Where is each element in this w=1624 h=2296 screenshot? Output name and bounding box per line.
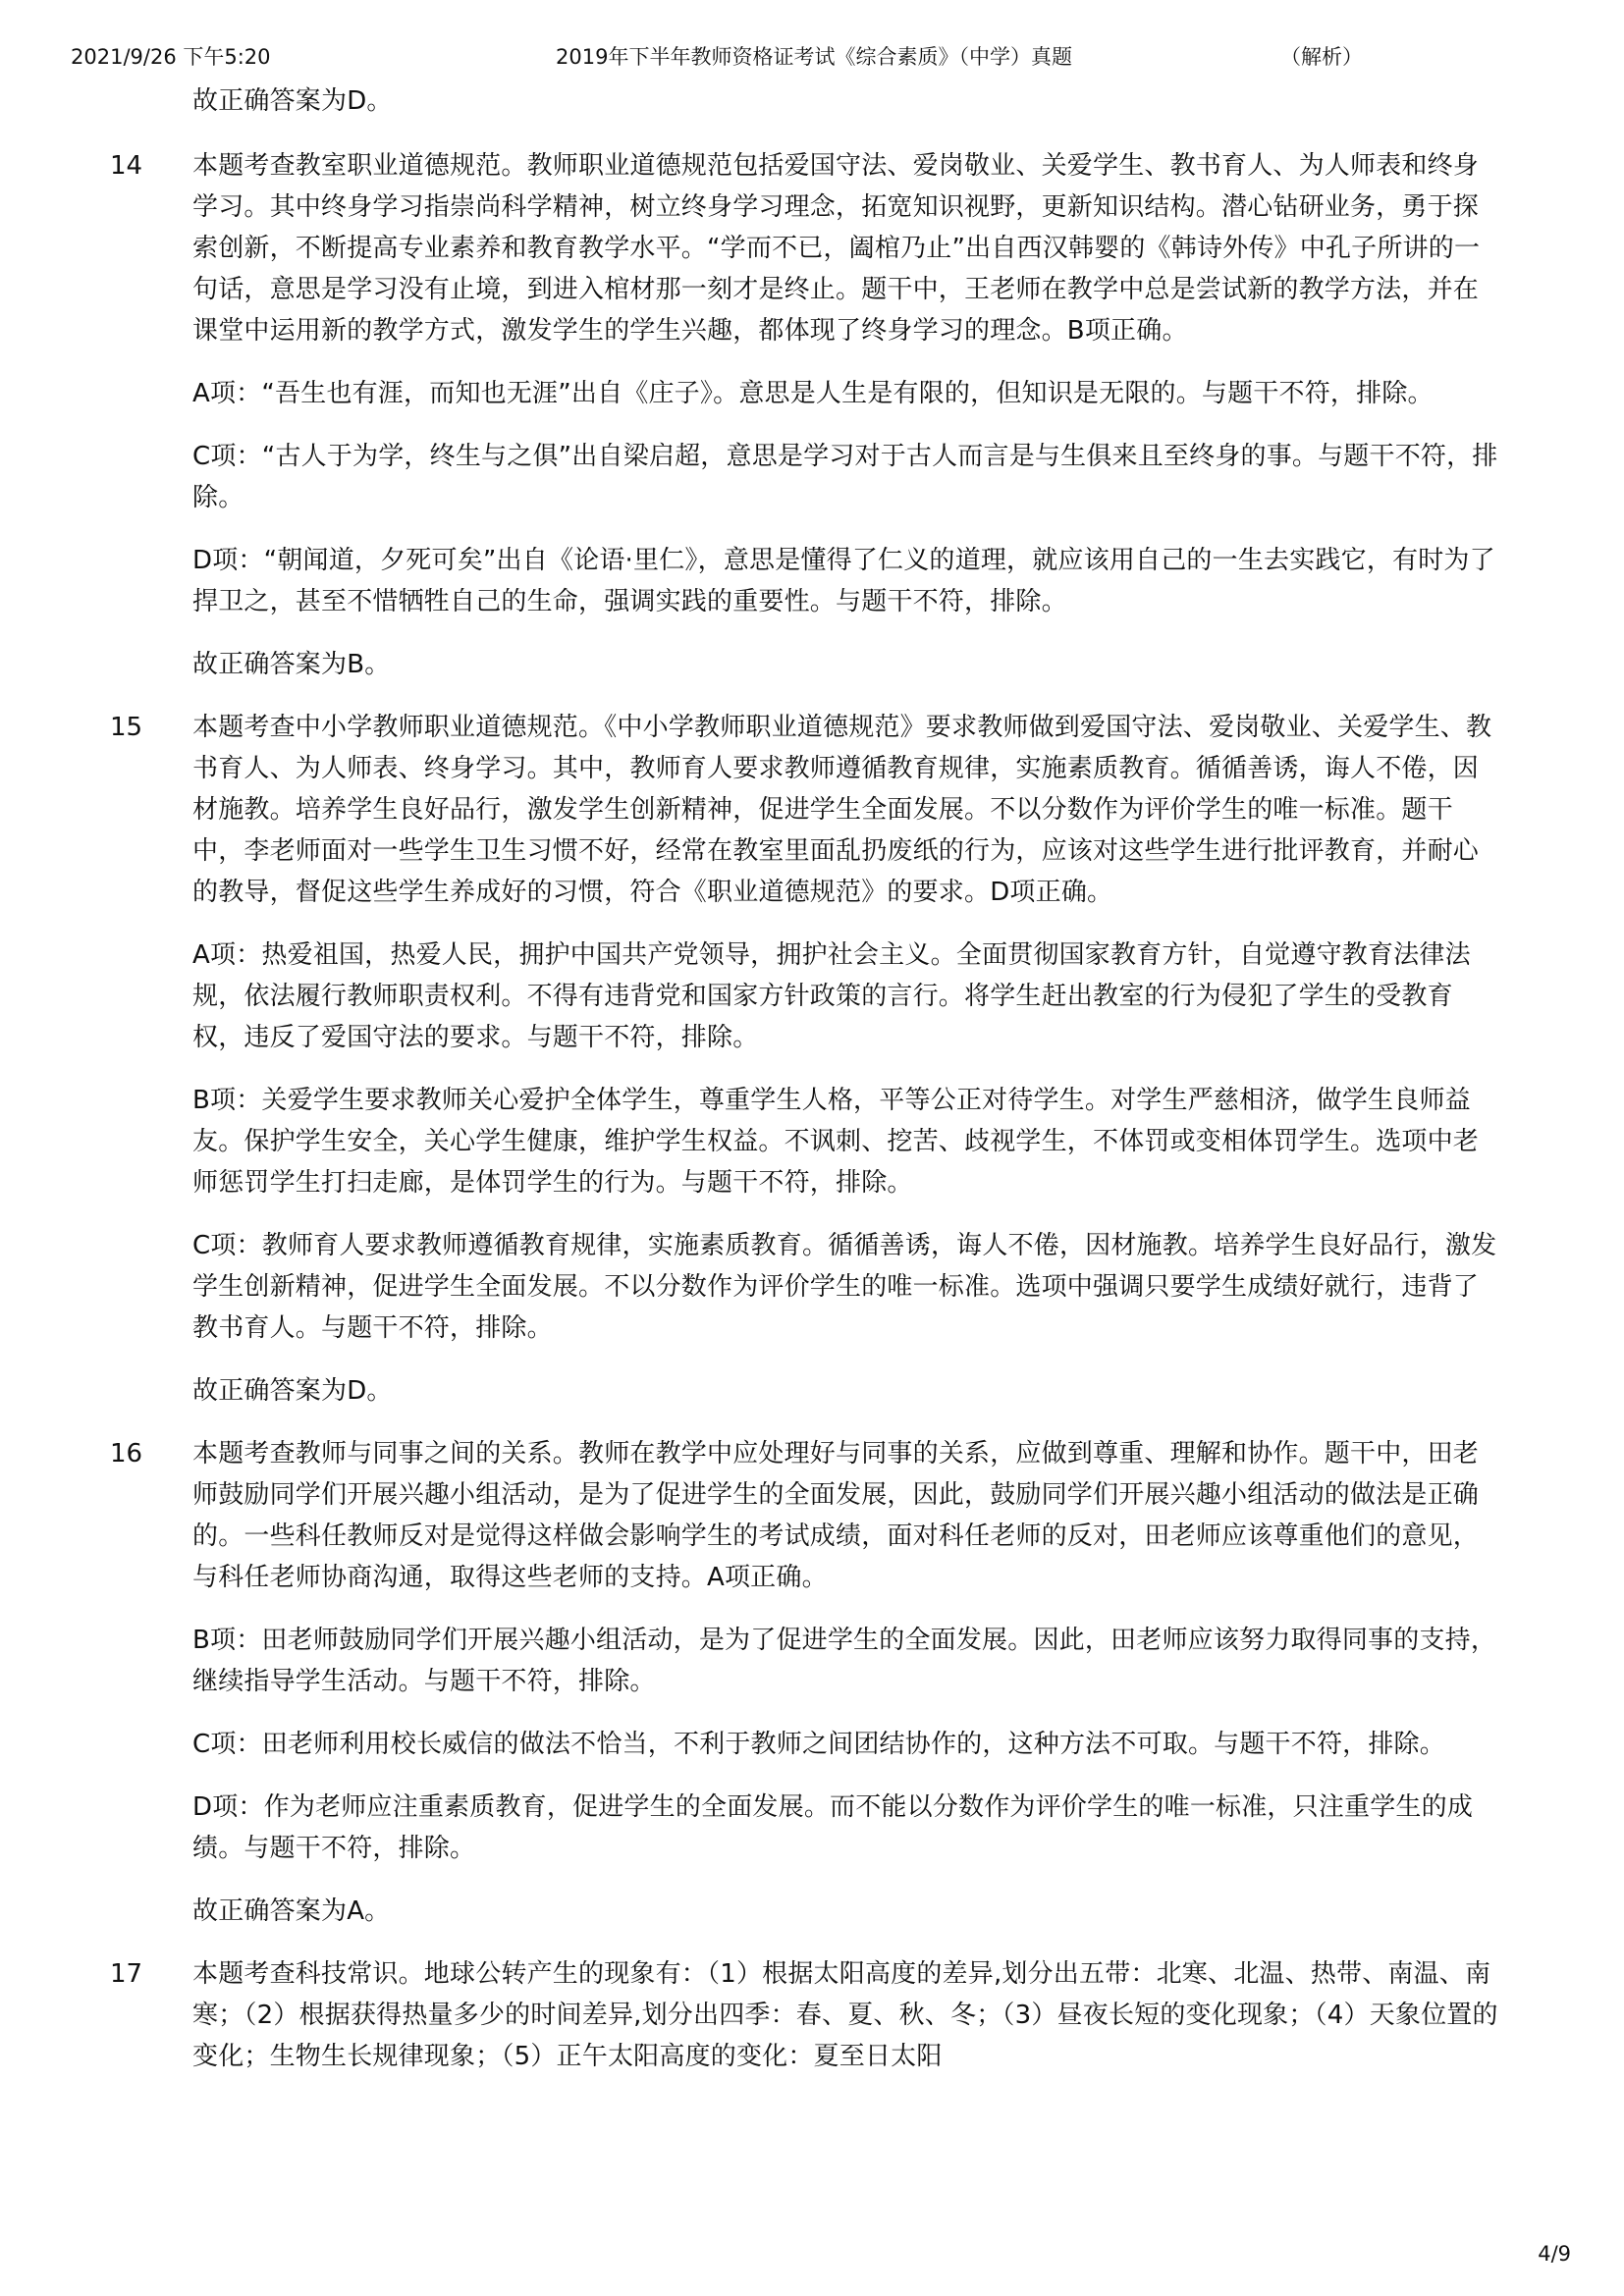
header-title: 2019年下半年教师资格证考试《综合素质》（中学）真题 [556, 45, 1072, 69]
answer-line: 故正确答案为B。 [192, 650, 391, 679]
question-number: 17 [110, 1959, 143, 1989]
header-tag: （解析） [1280, 45, 1363, 69]
question-15 [0, 707, 1624, 1412]
explanation-paragraph: 本题考查科技常识。地球公转产生的现象有：（1）根据太阳高度的差异,划分出五带：北寒、北温、热带、南温、南寒；（2）根据获得热量多少的时间差异,划分出四季：春、夏、秋、冬；（3）昼夜长短的变化现象；（4）天象位置的变化；生物生长规律现象；（5）正午太阳高度的变化：夏至日太阳 [192, 1959, 1498, 2071]
option-a-paragraph: A项：“吾生也有涯，而知也无涯”出自《庄子》。意思是人生是有限的，但知识是无限的。与题干不符，排除。 [192, 379, 1434, 408]
option-d-paragraph: D项：作为老师应注重素质教育，促进学生的全面发展。而不能以分数作为评价学生的唯一标准，只注重学生的成绩。与题干不符，排除。 [192, 1792, 1474, 1863]
explanation-paragraph: 本题考查教师与同事之间的关系。教师在教学中应处理好与同事的关系，应做到尊重、理解和协作。题干中，田老师鼓励同学们开展兴趣小组活动，是为了促进学生的全面发展，因此，鼓励同学们开展兴趣小组活动的做法是正确的。一些科任教师反对是觉得这样做会影响学生的考试成绩，面对科任老师的反对，田老师应该尊重他们的意见，与科任老师协商沟通，取得这些老师的支持。A项正确。 [192, 1439, 1480, 1592]
header-date: 2021/9/26 下午5:20 [71, 45, 271, 69]
page-header [0, 41, 1624, 71]
option-b-paragraph: B项：关爱学生要求教师关心爱护全体学生，尊重学生人格，平等公正对待学生。对学生严慈相济，做学生良师益友。保护学生安全，关心学生健康，维护学生权益。不讽刺、挖苦、歧视学生，不体罚或变相体罚学生。选项中老师惩罚学生打扫走廊，是体罚学生的行为。与题干不符，排除。 [192, 1086, 1480, 1198]
answer-line: 故正确答案为D。 [192, 86, 393, 116]
question-number: 15 [110, 713, 143, 742]
page-number: 4/9 [1538, 2242, 1571, 2266]
option-c-paragraph: C项：田老师利用校长威信的做法不恰当，不利于教师之间团结协作的，这种方法不可取。与题干不符，排除。 [192, 1730, 1445, 1759]
option-d-paragraph: D项：“朝闻道，夕死可矣”出自《论语·里仁》，意思是懂得了仁义的道理，就应该用自己的一生去实践它，有时为了捍卫之，甚至不惜牺牲自己的生命，强调实践的重要性。与题干不符，排除。 [192, 546, 1495, 616]
question-17 [0, 1953, 1624, 2077]
question-number: 16 [110, 1439, 143, 1468]
answer-line: 故正确答案为D。 [192, 1376, 393, 1406]
question-number: 14 [110, 151, 143, 181]
explanation-paragraph: 本题考查教室职业道德规范。教师职业道德规范包括爱国守法、爱岗敬业、关爱学生、教书育人、为人师表和终身学习。其中终身学习指崇尚科学精神，树立终身学习理念，拓宽知识视野，更新知识结构。潜心钻研业务，勇于探索创新，不断提高专业素养和教育教学水平。“学而不已，阖棺乃止”出自西汉韩婴的《韩诗外传》中孔子所讲的一句话，意思是学习没有止境，到进入棺材那一刻才是终止。题干中，王老师在教学中总是尝试新的教学方法，并在课堂中运用新的教学方式，激发学生的学生兴趣，都体现了终身学习的理念。B项正确。 [192, 151, 1481, 346]
option-b-paragraph: B项：田老师鼓励同学们开展兴趣小组活动，是为了促进学生的全面发展。因此，田老师应该努力取得同事的支持，继续指导学生活动。与题干不符，排除。 [192, 1626, 1497, 1696]
question-16 [0, 1433, 1624, 1932]
answer-line: 故正确答案为A。 [192, 1896, 391, 1926]
option-c-paragraph: C项：“古人于为学，终生与之俱”出自梁启超，意思是学习对于古人而言是与生俱来且至终身的事。与题干不符，排除。 [192, 442, 1498, 512]
explanation-paragraph: 本题考查中小学教师职业道德规范。《中小学教师职业道德规范》要求教师做到爱国守法、爱岗敬业、关爱学生、教书育人、为人师表、终身学习。其中，教师育人要求教师遵循教育规律，实施素质教育。循循善诱，诲人不倦，因材施教。培养学生良好品行，激发学生创新精神，促进学生全面发展。不以分数作为评价学生的唯一标准。题干中，李老师面对一些学生卫生习惯不好，经常在教室里面乱扔废纸的行为，应该对这些学生进行批评教育，并耐心的教导，督促这些学生养成好的习惯，符合《职业道德规范》的要求。D项正确。 [192, 713, 1492, 907]
document-body [0, 80, 1624, 2099]
question-14 [0, 145, 1624, 685]
option-a-paragraph: A项：热爱祖国，热爱人民，拥护中国共产党领导，拥护社会主义。全面贯彻国家教育方针，自觉遵守教育法律法规，依法履行教师职责权利。不得有违背党和国家方针政策的言行。将学生赶出教室的行为侵犯了学生的受教育权，违反了爱国守法的要求。与题干不符，排除。 [192, 940, 1471, 1052]
option-c-paragraph: C项：教师育人要求教师遵循教育规律，实施素质教育。循循善诱，诲人不倦，因材施教。培养学生良好品行，激发学生创新精神，促进学生全面发展。不以分数作为评价学生的唯一标准。选项中强调只要学生成绩好就行，违背了教书育人。与题干不符，排除。 [192, 1231, 1497, 1343]
